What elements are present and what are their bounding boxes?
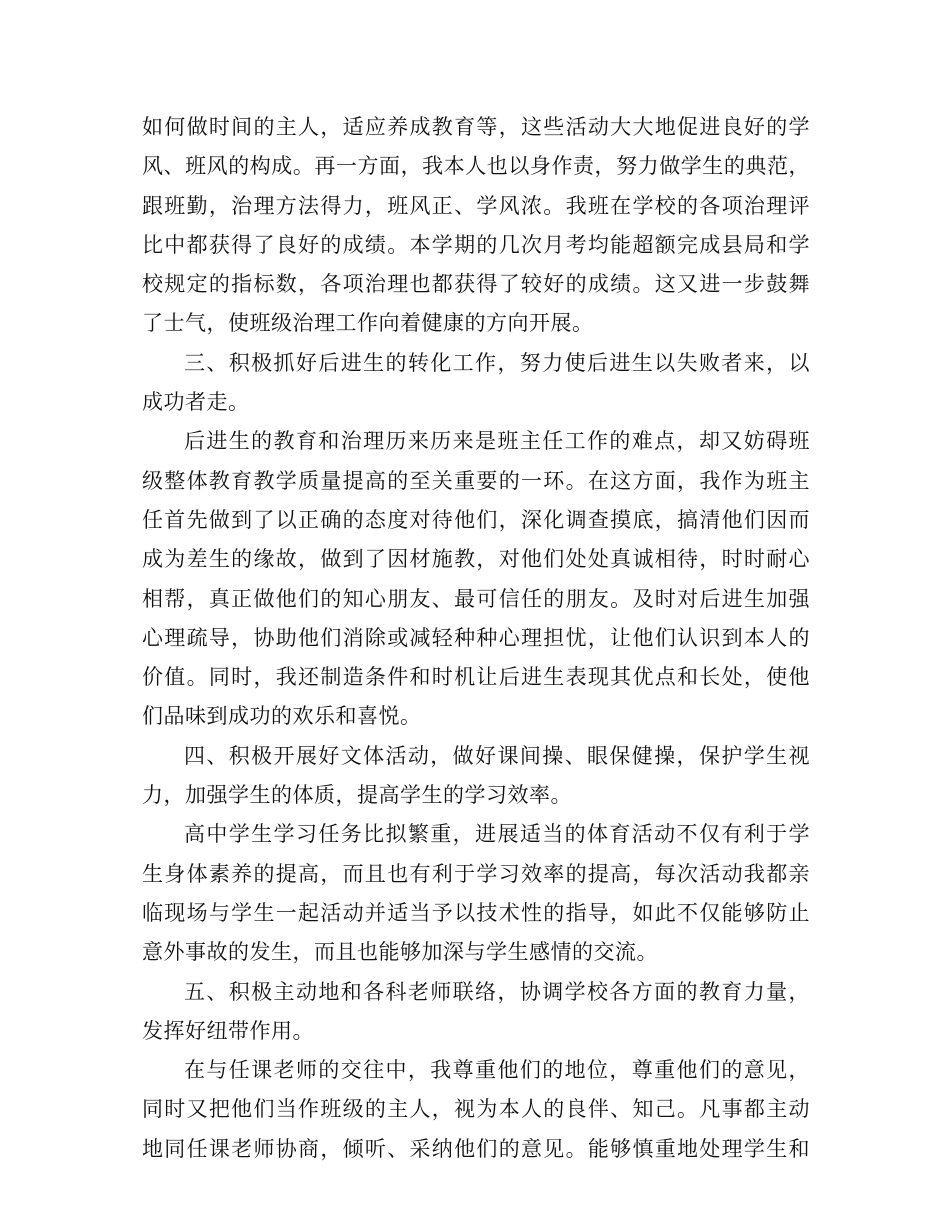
text-line: 后进生的教育和治理历来历来是班主任工作的难点，却又妨碍班 [184,429,810,454]
text-line: 校规定的指标数，各项治理也都获得了较好的成绩。这又进一步鼓舞 [142,272,810,297]
text-line: 同时又把他们当作班级的主人，视为本人的良伴、知己。凡事都主动 [142,1097,810,1122]
text-line: 力，加强学生的体质，提高学生的学习效率。 [142,783,572,808]
text-line: 级整体教育教学质量提高的至关重要的一环。在这方面，我作为班主 [142,468,810,493]
text-line: 相帮，真正做他们的知心朋友、最可信任的朋友。及时对后进生加强 [142,586,810,611]
text-line: 四、积极开展好文体活动，做好课间操、眼保健操，保护学生视 [184,743,810,768]
text-line: 生身体素养的提高，而且也有利于学习效率的提高，每次活动我都亲 [142,861,810,886]
text-line: 心理疏导，协助他们消除或减轻种种心理担忧，让他们认识到本人的 [142,625,810,650]
text-line: 高中学生学习任务比拟繁重，进展适当的体育活动不仅有利于学 [184,822,810,847]
text-line: 任首先做到了以正确的态度对待他们，深化调查摸底，搞清他们因而 [142,507,810,532]
text-line: 成为差生的缘故，做到了因材施教，对他们处处真诚相待，时时耐心 [142,547,810,572]
text-line: 五、积极主动地和各科老师联络，协调学校各方面的教育力量， [184,979,810,1004]
text-line: 们品味到成功的欢乐和喜悦。 [142,704,422,729]
text-line: 发挥好纽带作用。 [142,1018,314,1043]
text-line: 意外事故的发生，而且也能够加深与学生感情的交流。 [142,940,658,965]
text-line: 跟班勤，治理方法得力，班风正、学风浓。我班在学校的各项治理评 [142,193,810,218]
text-line: 了士气，使班级治理工作向着健康的方向开展。 [142,311,594,336]
document-body [142,108,810,1169]
text-line: 地同任课老师协商，倾听、采纳他们的意见。能够慎重地处理学生和 [142,1136,810,1161]
text-line: 风、班风的构成。再一方面，我本人也以身作责，努力做学生的典范， [142,154,810,179]
text-line: 比中都获得了良好的成绩。本学期的几次月考均能超额完成县局和学 [142,232,810,257]
text-line: 临现场与学生一起活动并适当予以技术性的指导，如此不仅能够防止 [142,900,810,925]
text-line: 三、积极抓好后进生的转化工作，努力使后进生以失败者来，以 [184,350,810,375]
text-line: 在与任课老师的交往中，我尊重他们的地位，尊重他们的意见， [184,1058,810,1083]
text-line: 如何做时间的主人，适应养成教育等，这些活动大大地促进良好的学 [142,115,810,139]
text-line: 成功者走。 [142,390,250,415]
text-line: 价值。同时，我还制造条件和时机让后进生表现其优点和长处，使他 [142,665,810,690]
